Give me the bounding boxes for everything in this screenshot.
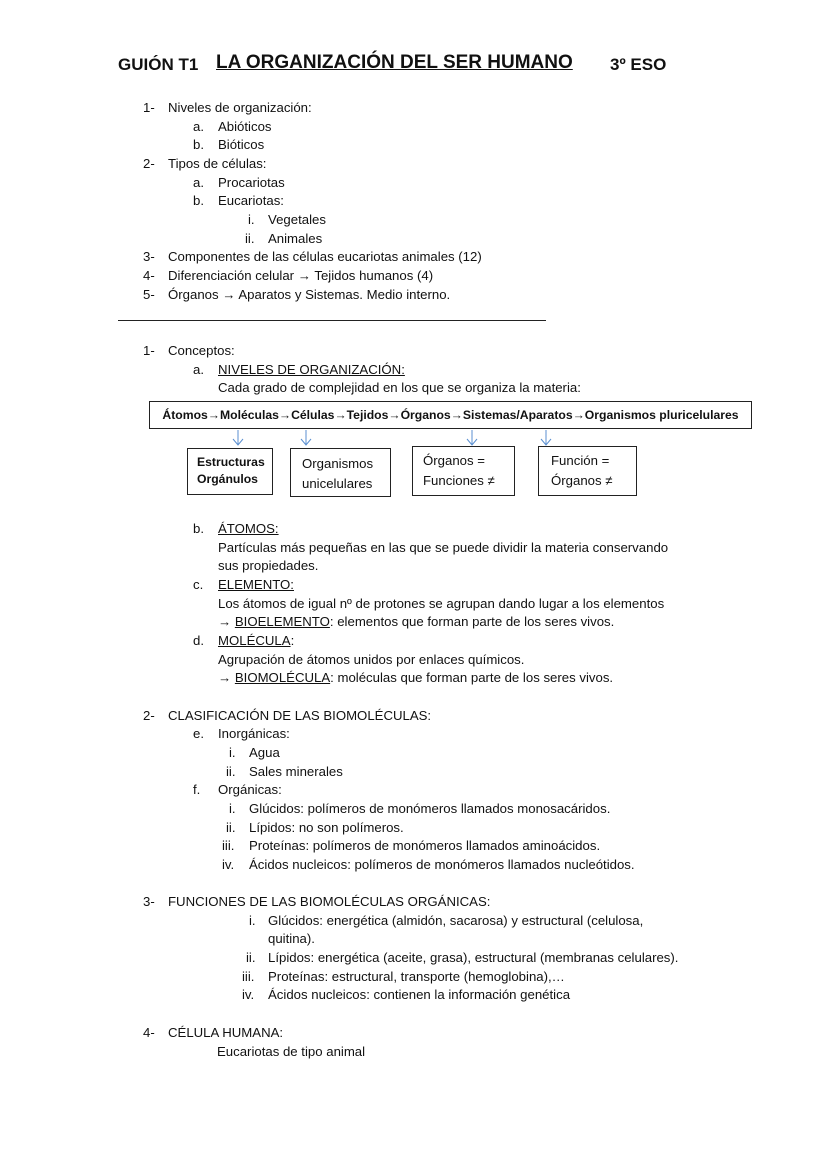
subitem-num: ii. [226,820,236,835]
subitem-text: sus propiedades. [218,558,319,573]
box-line: unicelulares [302,476,373,491]
document-title: LA ORGANIZACIÓN DEL SER HUMANO [216,52,573,73]
term: BIOELEMENTO [234,614,330,629]
subitem-text: Proteínas: estructural, transporte (hemoglobina),… [268,969,565,984]
subitem-num: ii. [226,764,236,779]
subitem-num: i. [249,913,256,928]
subitem-text: Glúcidos: polímeros de monómeros llamados monosacáridos. [249,801,611,816]
definition-text: : elementos que forman parte de los seres vivos. [329,614,615,629]
section-title: FUNCIONES DE LAS BIOMOLÉCULAS ORGÁNICAS: [168,894,491,909]
subitem-text: Glúcidos: energética (almidón, sacarosa) y estructural (celulosa, [268,913,644,928]
subitem-definition [218,669,613,687]
grade-label: 3º ESO [610,55,667,74]
subitem-title: MOLÉCULA [218,633,291,648]
arrow-symbol: → [218,614,235,629]
section-num: 3- [143,894,155,909]
subitem-num: iv. [242,987,255,1002]
subitem-text: Partículas más pequeñas en las que se puede dividir la materia conservando [218,540,669,555]
outline-item: Componentes de las células eucariotas animales (12) [168,249,482,264]
section-title: CLASIFICACIÓN DE LAS BIOMOLÉCULAS: [168,708,432,723]
subitem-text: Agrupación de átomos unidos por enlaces químicos. [218,652,525,667]
chain-arrows [0,0,828,460]
outline-item: Tipos de células: [168,156,267,171]
box-line: Estructuras [197,455,265,469]
subitem-text: Inorgánicas: [218,726,290,741]
subitem-num: d. [193,633,204,648]
subitem-num: iv. [222,857,235,872]
subitem-title: NIVELES DE ORGANIZACIÓN: [218,362,405,377]
subitem-text: Orgánicas: [218,782,282,797]
colon: : [290,633,295,648]
outline-num: 2- [143,156,155,171]
outline-num: b. [193,193,204,208]
outline-item: Animales [268,231,323,246]
subitem-text: Agua [249,745,280,760]
box-organs [412,446,515,496]
box-line: Funciones ≠ [423,473,495,488]
subitem-num: iii. [222,838,235,853]
subitem-definition [218,613,614,631]
box-line: Órganos ≠ [551,473,613,488]
outline-num: 1- [143,100,155,115]
subitem-text: Lípidos: energética (aceite, grasa), estructural (membranas celulares). [268,950,679,965]
box-function [538,446,637,496]
outline-num: a. [193,119,204,134]
outline-item: Órganos → Aparatos y Sistemas. Medio interno. [168,287,451,302]
subitem-num: iii. [242,969,255,984]
subitem-text: Lípidos: no son polímeros. [249,820,404,835]
outline-num: 4- [143,268,155,283]
arrow-symbol: → [218,670,235,685]
subitem-text: Ácidos nucleicos: contienen la información genética [268,987,571,1002]
subitem-text: Eucariotas de tipo animal [217,1044,366,1059]
subitem-text: Proteínas: polímeros de monómeros llamados aminoácidos. [249,838,601,853]
subitem-title-wrap [218,632,294,650]
subitem-text: quitina). [268,931,315,946]
outline-num: b. [193,137,204,152]
outline-num: ii. [245,231,255,246]
outline-num: 3- [143,249,155,264]
box-line: Orgánulos [197,472,258,486]
box-structures [187,448,273,495]
outline-item: Abióticos [218,119,272,134]
definition-text: : moléculas que forman parte de los seres vivos. [330,670,614,685]
box-line: Órganos = [423,453,485,468]
term: BIOMOLÉCULA [234,670,331,685]
subitem-title: ELEMENTO: [218,577,294,592]
outline-item: Procariotas [218,175,285,190]
box-line: Organismos [302,456,374,471]
subitem-text: Cada grado de complejidad en los que se organiza la materia: [218,380,581,395]
outline-num: i. [248,212,255,227]
outline-item: Bióticos [218,137,265,152]
subitem-title: ÁTOMOS: [218,521,279,536]
outline-item: Niveles de organización: [168,100,312,115]
box-unicellular [290,448,391,497]
box-line: Función = [551,453,610,468]
outline-item: Diferenciación celular → Tejidos humanos (4) [168,268,434,283]
subitem-num: i. [229,801,236,816]
subitem-num: f. [193,782,201,797]
subitem-num: b. [193,521,204,536]
document-code: GUIÓN T1 [118,55,199,74]
outline-num: a. [193,175,204,190]
organization-chain: Átomos→Moléculas→Células→Tejidos→Órganos→Sistemas/Aparatos→Organismos pluricelulares [149,401,752,429]
subitem-num: e. [193,726,204,741]
subitem-num: ii. [246,950,256,965]
subitem-num: a. [193,362,204,377]
section-title: Conceptos: [168,343,235,358]
subitem-num: i. [229,745,236,760]
section-num: 1- [143,343,155,358]
outline-item: Eucariotas: [218,193,284,208]
section-title: CÉLULA HUMANA: [168,1025,284,1040]
subitem-text: Sales minerales [249,764,343,779]
subitem-num: c. [193,577,204,592]
subitem-text: Los átomos de igual nº de protones se agrupan dando lugar a los elementos [218,596,665,611]
subitem-text: Ácidos nucleicos: polímeros de monómeros llamados nucleótidos. [249,857,635,872]
outline-num: 5- [143,287,155,302]
outline-item: Vegetales [268,212,326,227]
section-num: 4- [143,1025,155,1040]
section-num: 2- [143,708,155,723]
